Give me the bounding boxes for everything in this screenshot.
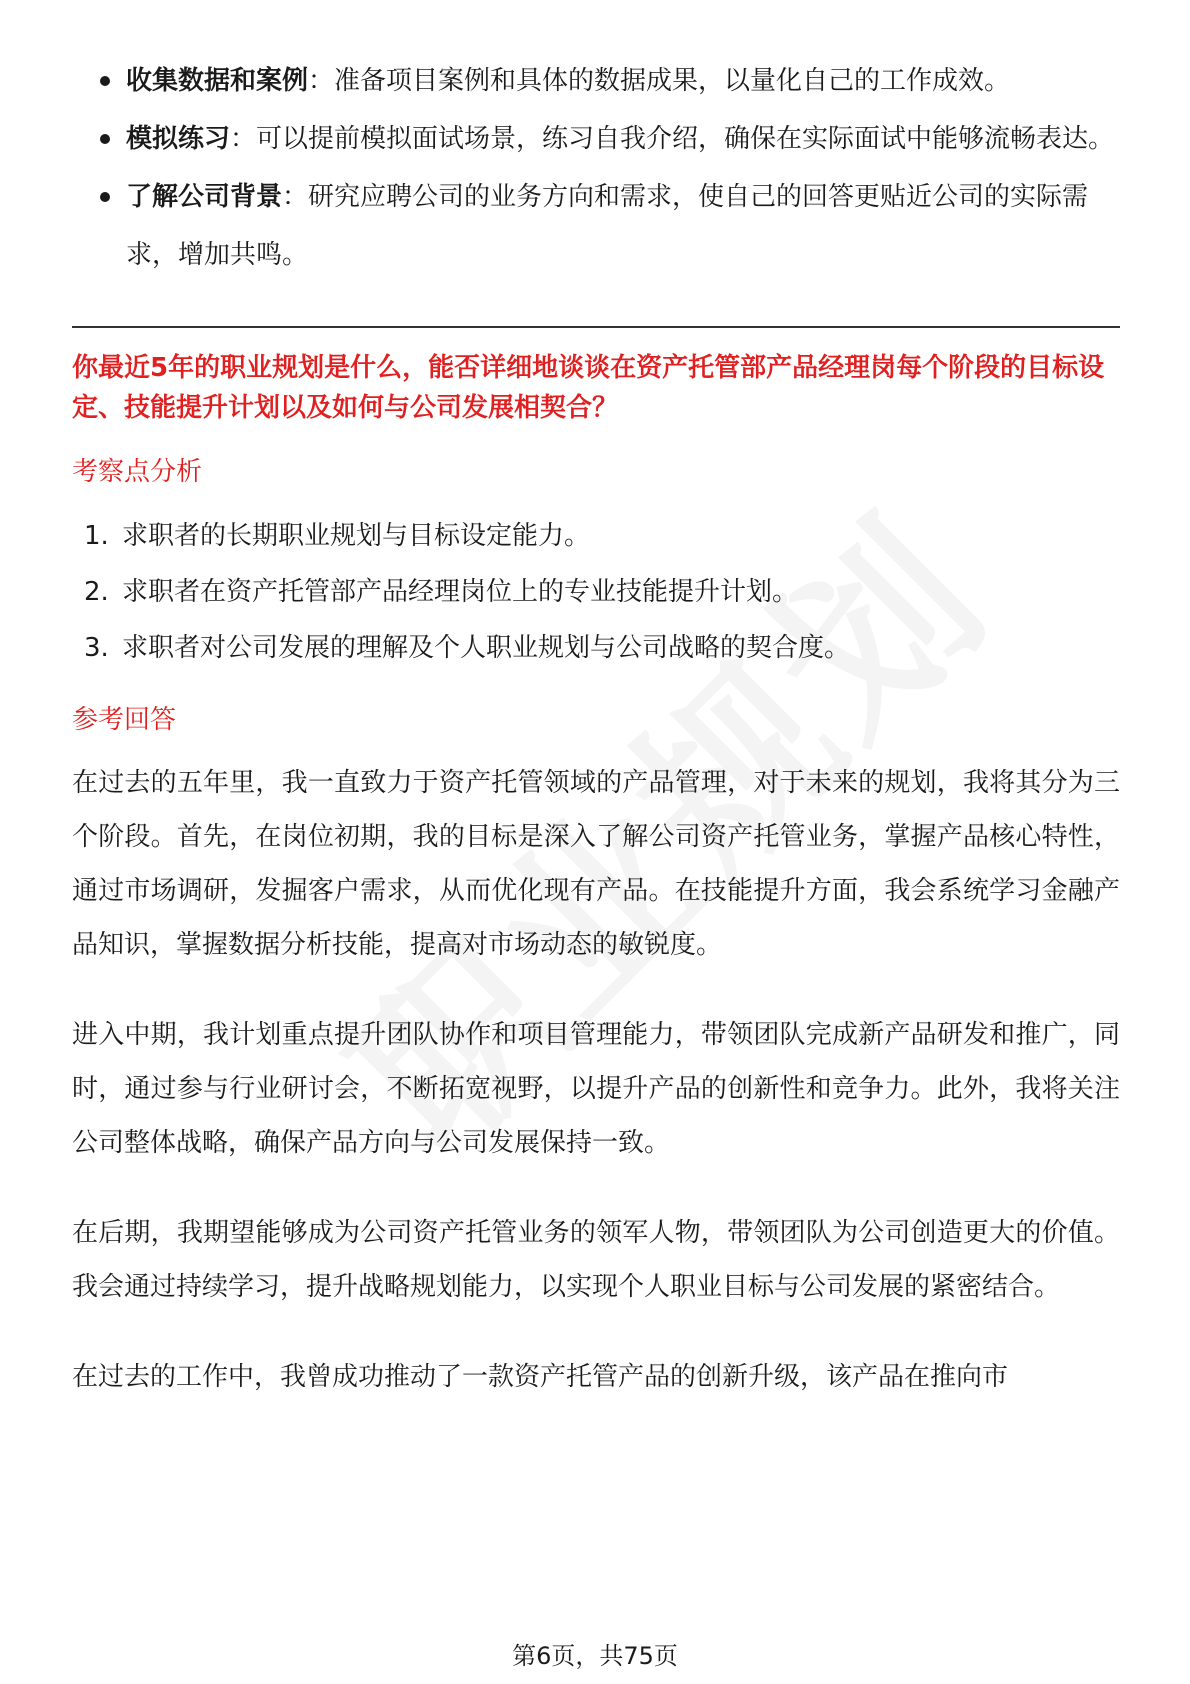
analysis-list <box>72 508 1120 676</box>
bullet-icon <box>100 192 110 202</box>
item-number: 3. <box>84 633 109 663</box>
list-item <box>72 52 1120 110</box>
answer-paragraph: 在后期，我期望能够成为公司资产托管业务的领军人物，带领团队为公司创造更大的价值。我会通过持续学习，提升战略规划能力，以实现个人职业目标与公司发展的紧密结合。 <box>72 1218 1120 1302</box>
answer-heading: 参考回答 <box>72 705 177 735</box>
answer-paragraph: 进入中期，我计划重点提升团队协作和项目管理能力，带领团队完成新产品研发和推广，同时，通过参与行业研讨会，不断拓宽视野，以提升产品的创新性和竞争力。此外，我将关注公司整体战略，确保产品方向与公司发展保持一致。 <box>72 1020 1120 1158</box>
list-item <box>72 620 1120 676</box>
bullet-term: 收集数据和案例 <box>126 66 309 96</box>
item-text: 求职者的长期职业规划与目标设定能力。 <box>122 521 591 551</box>
list-item <box>72 168 1120 284</box>
bullet-text: ：研究应聘公司的业务方向和需求，使自己的回答更贴近公司的实际需求，增加共鸣。 <box>126 182 1089 270</box>
document-body <box>72 52 1120 1440</box>
list-item <box>72 110 1120 168</box>
item-text: 求职者在资产托管部产品经理岗位上的专业技能提升计划。 <box>122 577 799 607</box>
section-divider <box>72 326 1120 328</box>
analysis-heading: 考察点分析 <box>72 457 203 487</box>
item-text: 求职者对公司发展的理解及个人职业规划与公司战略的契合度。 <box>122 633 851 663</box>
bullet-icon <box>100 76 110 86</box>
bullet-text: ：准备项目案例和具体的数据成果，以量化自己的工作成效。 <box>308 66 1011 96</box>
bullet-term: 模拟练习 <box>126 124 231 154</box>
list-item <box>72 508 1120 564</box>
answer-paragraph: 在过去的工作中，我曾成功推动了一款资产托管产品的创新升级，该产品在推向市 <box>72 1362 1009 1392</box>
answer-paragraph: 在过去的五年里，我一直致力于资产托管领域的产品管理，对于未来的规划，我将其分为三个阶段。首先，在岗位初期，我的目标是深入了解公司资产托管业务，掌握产品核心特性，通过市场调研，发掘客户需求，从而优化现有产品。在技能提升方面，我会系统学习金融产品知识，掌握数据分析技能，提高对市场动态的敏锐度。 <box>72 768 1120 960</box>
list-item <box>72 564 1120 620</box>
page-number: 第6页，共75页 <box>512 1642 678 1670</box>
item-number: 1. <box>84 521 109 551</box>
bullet-text: ：可以提前模拟面试场景，练习自我介绍，确保在实际面试中能够流畅表达。 <box>230 124 1115 154</box>
bullet-term: 了解公司背景 <box>126 182 283 212</box>
tips-list <box>72 52 1120 284</box>
interview-question: 你最近5年的职业规划是什么，能否详细地谈谈在资产托管部产品经理岗每个阶段的目标设定、技能提升计划以及如何与公司发展相契合？ <box>72 353 1105 423</box>
bullet-icon <box>100 134 110 144</box>
item-number: 2. <box>84 577 109 607</box>
